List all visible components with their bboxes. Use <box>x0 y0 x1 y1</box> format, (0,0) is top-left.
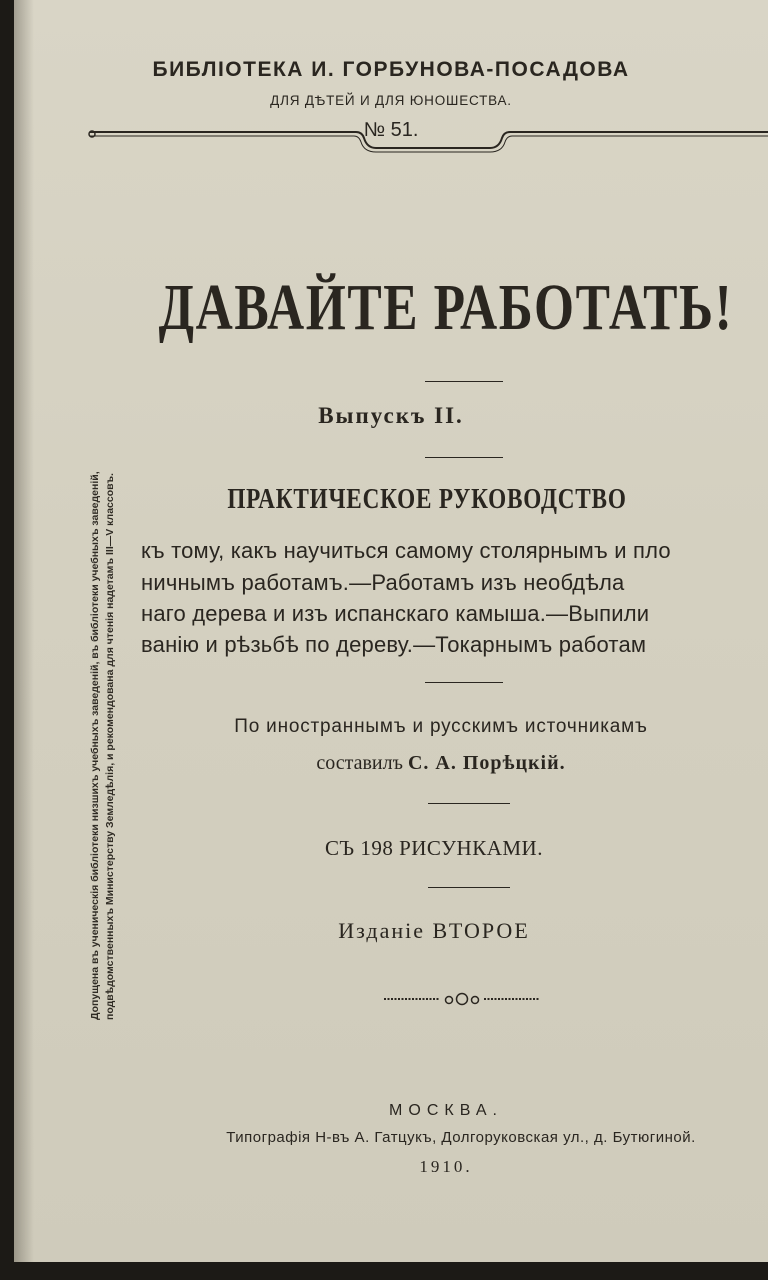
approval-note-line: подвѣдомственныхъ Министерству Земледѣлія, и рекомендована для чтенія надетамъ III—V классовъ. <box>104 473 116 1020</box>
issue-number: Выпускъ II. <box>318 403 464 428</box>
edition-line: Изданіе ВТОРОЕ <box>338 918 530 943</box>
description-line: къ тому, какъ научиться самому столярнымъ и пло <box>141 538 671 563</box>
book-title: ДАВАЙТЕ РАБОТАТЬ! <box>158 271 734 344</box>
page-edge-shadow <box>14 0 34 1262</box>
guide-title: ПРАКТИЧЕСКОЕ РУКОВОДСТВО <box>227 483 627 515</box>
approval-note <box>88 260 118 1020</box>
header-ornament-frame <box>88 120 768 160</box>
divider-rule <box>425 457 503 458</box>
compiled-label: составилъ <box>316 752 403 774</box>
description-line: ванію и рѣзьбѣ по дереву.—Токарнымъ работам <box>141 632 647 657</box>
description-line: наго дерева и изъ испанскаго камыша.—Выпили <box>141 601 650 626</box>
imprint-year: 1910. <box>419 1157 473 1176</box>
sources-line: По иностраннымъ и русскимъ источникамъ <box>234 716 648 737</box>
series-number: № 51. <box>363 119 419 141</box>
series-subtitle: ДЛЯ ДѢТЕЙ И ДЛЯ ЮНОШЕСТВА. <box>270 93 512 108</box>
imprint-printer: Типографія Н-въ А. Гатцукъ, Долгоруковская ул., д. Бутюгиной. <box>226 1129 696 1146</box>
divider-rule <box>425 381 503 382</box>
title-page <box>14 0 768 1262</box>
divider-rule <box>428 887 510 888</box>
bottom-ornament <box>382 990 542 1008</box>
imprint-city: МОСКВА. <box>389 1102 503 1119</box>
illustrations-count: СЪ 198 РИСУНКАМИ. <box>325 836 543 860</box>
approval-note-line: Допущена въ ученическія библіотеки низшихъ учебныхъ заведеній, въ библіотеки учебныхъ заведеній, <box>89 471 101 1020</box>
series-name: БИБЛІОТЕКА И. ГОРБУНОВА-ПОСАДОВА <box>152 58 630 81</box>
divider-rule <box>425 682 503 683</box>
description-line: ничнымъ работамъ.—Работамъ изъ необдѣла <box>141 570 625 595</box>
compiled-by <box>64 752 768 775</box>
divider-rule <box>428 803 510 804</box>
author-name: С. А. Порѣцкій. <box>407 752 566 774</box>
